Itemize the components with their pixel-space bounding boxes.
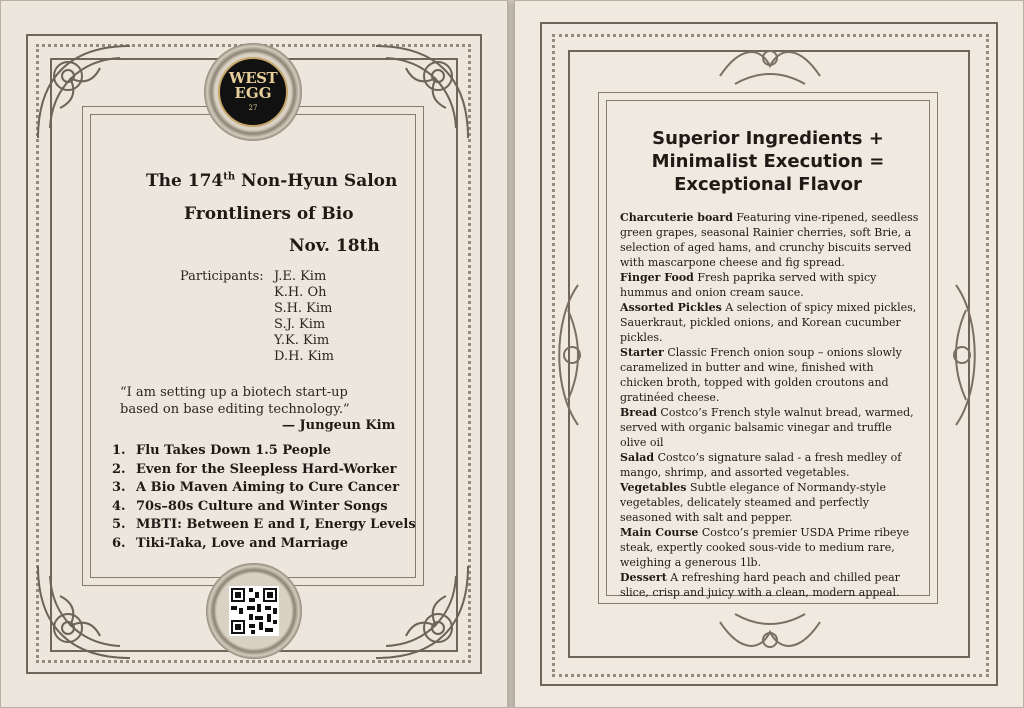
qr-code-icon[interactable] [229, 586, 279, 636]
salon-subtitle: Frontliners of Bio [184, 204, 354, 224]
participant-item: D.H. Kim [274, 349, 334, 364]
menu-item-desc: Costco’s French style walnut bread, warmed, served with organic balsamic vinegar and truffle olive oil [620, 406, 914, 449]
menu-item-desc: Costco’s premier USDA Prime ribeye steak, expertly cooked sous-vide to medium rare, weighing a generous 1lb. [620, 526, 910, 569]
menu-title-line: Exceptional Flavor [674, 174, 862, 195]
topic-item [112, 499, 416, 518]
topic-item [112, 517, 416, 536]
scroll-ornament-icon [715, 606, 825, 662]
corner-ornament-icon [30, 556, 140, 666]
menu-item-desc: A selection of spicy mixed pickles, Sauerkraut, pickled onions, and Korean cucumber pickles. [620, 301, 917, 344]
topic-number: 2. [112, 461, 126, 477]
topic-text: 70s–80s Culture and Winter Songs [136, 498, 388, 514]
topic-item [112, 536, 416, 555]
menu-item-desc: Classic French onion soup – onions slowly caramelized in butter and wine, finished with chicken broth, topped with golden croutons and gratinéed cheese. [620, 346, 902, 404]
menu-title-line: Superior Ingredients + [652, 128, 884, 149]
menu-title [620, 127, 916, 196]
topic-list [112, 443, 416, 555]
title-prefix: The 174 [146, 171, 224, 191]
participants-list [274, 269, 334, 365]
participant-item: Y.K. Kim [274, 333, 330, 348]
menu-item-desc: Fresh paprika served with spicy hummus and onion cream sauce. [620, 271, 877, 299]
menu-item-name: Starter [620, 346, 664, 359]
topic-number: 6. [112, 535, 126, 551]
title-superscript: th [223, 171, 236, 183]
participant-item: S.J. Kim [274, 317, 326, 332]
participant-item: S.H. Kim [274, 301, 333, 316]
menu-item-name: Charcuterie board [620, 211, 733, 224]
menu-item-name: Finger Food [620, 271, 694, 284]
topic-text: A Bio Maven Aiming to Cure Cancer [136, 480, 400, 496]
side-ornament-icon [548, 280, 594, 430]
menu-item [620, 405, 920, 450]
logo-line-2: EGG [234, 84, 272, 102]
participant-item: J.E. Kim [274, 269, 327, 284]
topic-number: 4. [112, 498, 126, 514]
menu-item-name: Assorted Pickles [620, 301, 722, 314]
menu-item-desc: Costco’s signature salad - a fresh medley of mango, shrimp, and assorted vegetables. [620, 451, 902, 479]
menu-item-desc: A refreshing hard peach and chilled pear slice, crisp and juicy with a clean, modern appeal. [620, 571, 900, 599]
topic-number: 5. [112, 517, 126, 533]
menu-item-name: Dessert [620, 571, 667, 584]
corner-ornament-icon [30, 38, 140, 148]
menu-item [620, 480, 920, 525]
topic-text: Even for the Sleepless Hard-Worker [136, 461, 397, 477]
title-suffix: Non-Hyun Salon [235, 171, 398, 191]
side-ornament-icon [940, 280, 986, 430]
menu-item-name: Salad [620, 451, 655, 464]
menu-item-name: Bread [620, 406, 657, 419]
topic-text: Tiki-Taka, Love and Marriage [136, 535, 349, 551]
topic-item [112, 443, 416, 462]
corner-ornament-icon [366, 38, 476, 148]
menu-item-desc: Featuring vine-ripened, seedless green grapes, seasonal Rainier cherries, soft Brie, a selection of aged hams, and crunchy biscuits served with mascarpone cheese and fig spread. [620, 211, 919, 269]
menu-item [620, 300, 920, 345]
menu-list [620, 210, 920, 600]
menu-item [620, 570, 920, 600]
salon-date: Nov. 18th [289, 236, 380, 256]
menu-item [620, 450, 920, 480]
menu-item [620, 345, 920, 405]
scroll-ornament-icon [715, 36, 825, 92]
topic-number: 3. [112, 480, 126, 496]
west-egg-logo [218, 57, 288, 127]
menu-item [620, 270, 920, 300]
corner-ornament-icon [366, 556, 476, 666]
menu-title-line: Minimalist Execution = [651, 151, 885, 172]
participants-label: Participants: [180, 269, 264, 284]
menu-item-desc: Subtle elegance of Normandy-style vegetables, delicately steamed and perfectly seasoned with salt and pepper. [620, 481, 887, 524]
menu-item-name: Main Course [620, 526, 699, 539]
salon-title [146, 171, 397, 191]
topic-text: Flu Takes Down 1.5 People [136, 443, 332, 458]
logo-line-3: 27 [248, 104, 258, 112]
menu-item-name: Vegetables [620, 481, 687, 494]
quote-text: “I am setting up a biotech start-up based on base editing technology.” [120, 385, 350, 417]
topic-number: 1. [112, 443, 126, 458]
quote-author: — Jungeun Kim [282, 418, 396, 433]
topic-text: MBTI: Between E and I, Energy Levels [136, 517, 416, 533]
menu-item [620, 525, 920, 570]
menu-item [620, 210, 920, 270]
logo-line-1: WEST [228, 69, 278, 87]
topic-item [112, 480, 416, 499]
topic-item [112, 462, 416, 481]
participant-item: K.H. Oh [274, 285, 327, 300]
